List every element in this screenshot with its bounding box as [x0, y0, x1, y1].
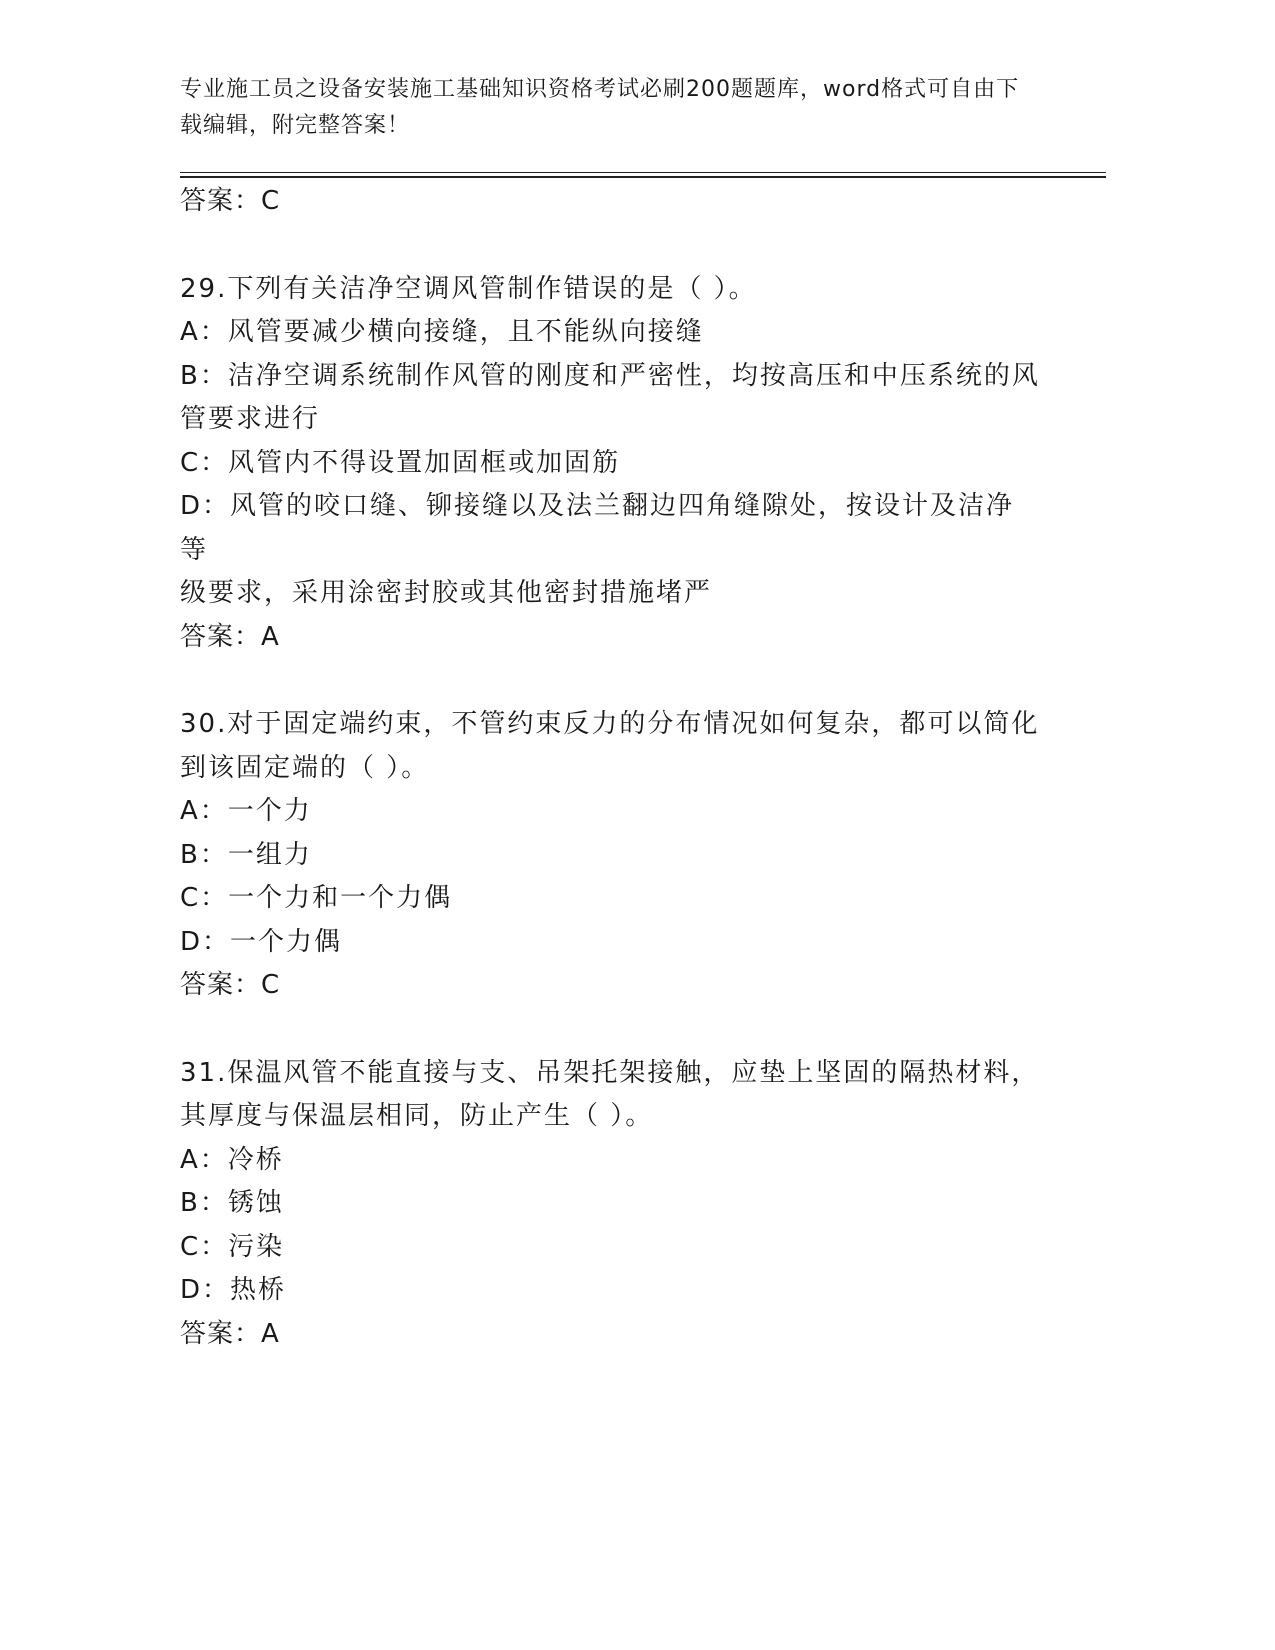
question-stem-line: 30.对于固定端约束，不管约束反力的分布情况如何复杂，都可以简化: [180, 709, 1040, 739]
option-line: 级要求，采用涂密封胶或其他密封措施堵严: [180, 578, 713, 608]
question-list: [180, 180, 1040, 1356]
option-line: C：风管内不得设置加固框或加固筋: [180, 447, 621, 478]
option-line: C：污染: [180, 1231, 285, 1262]
header-rule-thick: [180, 176, 1106, 178]
question-block: [180, 1052, 1040, 1357]
question-stem-line: 到该固定端的（ ）。: [180, 752, 430, 783]
option-line: D：热桥: [180, 1275, 287, 1305]
option-line: D：风管的咬口缝、铆接缝以及法兰翻边四角缝隙处，按设计及洁净等: [180, 491, 1015, 565]
option-line: A：一个力: [180, 796, 312, 826]
answer-line: 答案：A: [180, 621, 280, 652]
question-stem-line: 其厚度与保温层相同，防止产生（ ）。: [180, 1101, 654, 1131]
spacer: [180, 224, 1040, 268]
spacer: [180, 1008, 1040, 1052]
question-block: [180, 268, 1040, 660]
document-header: 专业施工员之设备安装施工基础知识资格考试必刷200题题库，word格式可自由下载编辑，附完整答案！: [180, 77, 1020, 138]
answer-line: 答案：A: [180, 1318, 280, 1349]
option-line: B：洁净空调系统制作风管的刚度和严密性，均按高压和中压系统的风: [180, 360, 1040, 391]
spacer: [180, 659, 1040, 703]
option-line: C：一个力和一个力偶: [180, 883, 453, 913]
answer-line: 答案：C: [180, 970, 281, 1000]
option-line: B：一组力: [180, 839, 312, 870]
option-line: A：冷桥: [180, 1144, 284, 1175]
question-stem-line: 29.下列有关洁净空调风管制作错误的是（ ）。: [180, 273, 757, 304]
header-rule-thin: [180, 172, 1106, 173]
answer-line: 答案：C: [180, 186, 281, 216]
option-line: A：风管要减少横向接缝，且不能纵向接缝: [180, 317, 704, 347]
option-line: 管要求进行: [180, 404, 321, 434]
option-line: D：一个力偶: [180, 926, 343, 957]
option-line: B：锈蚀: [180, 1188, 284, 1218]
question-block: [180, 703, 1040, 1008]
question-stem-line: 31.保温风管不能直接与支、吊架托架接触，应垫上坚固的隔热材料，: [180, 1057, 1040, 1088]
